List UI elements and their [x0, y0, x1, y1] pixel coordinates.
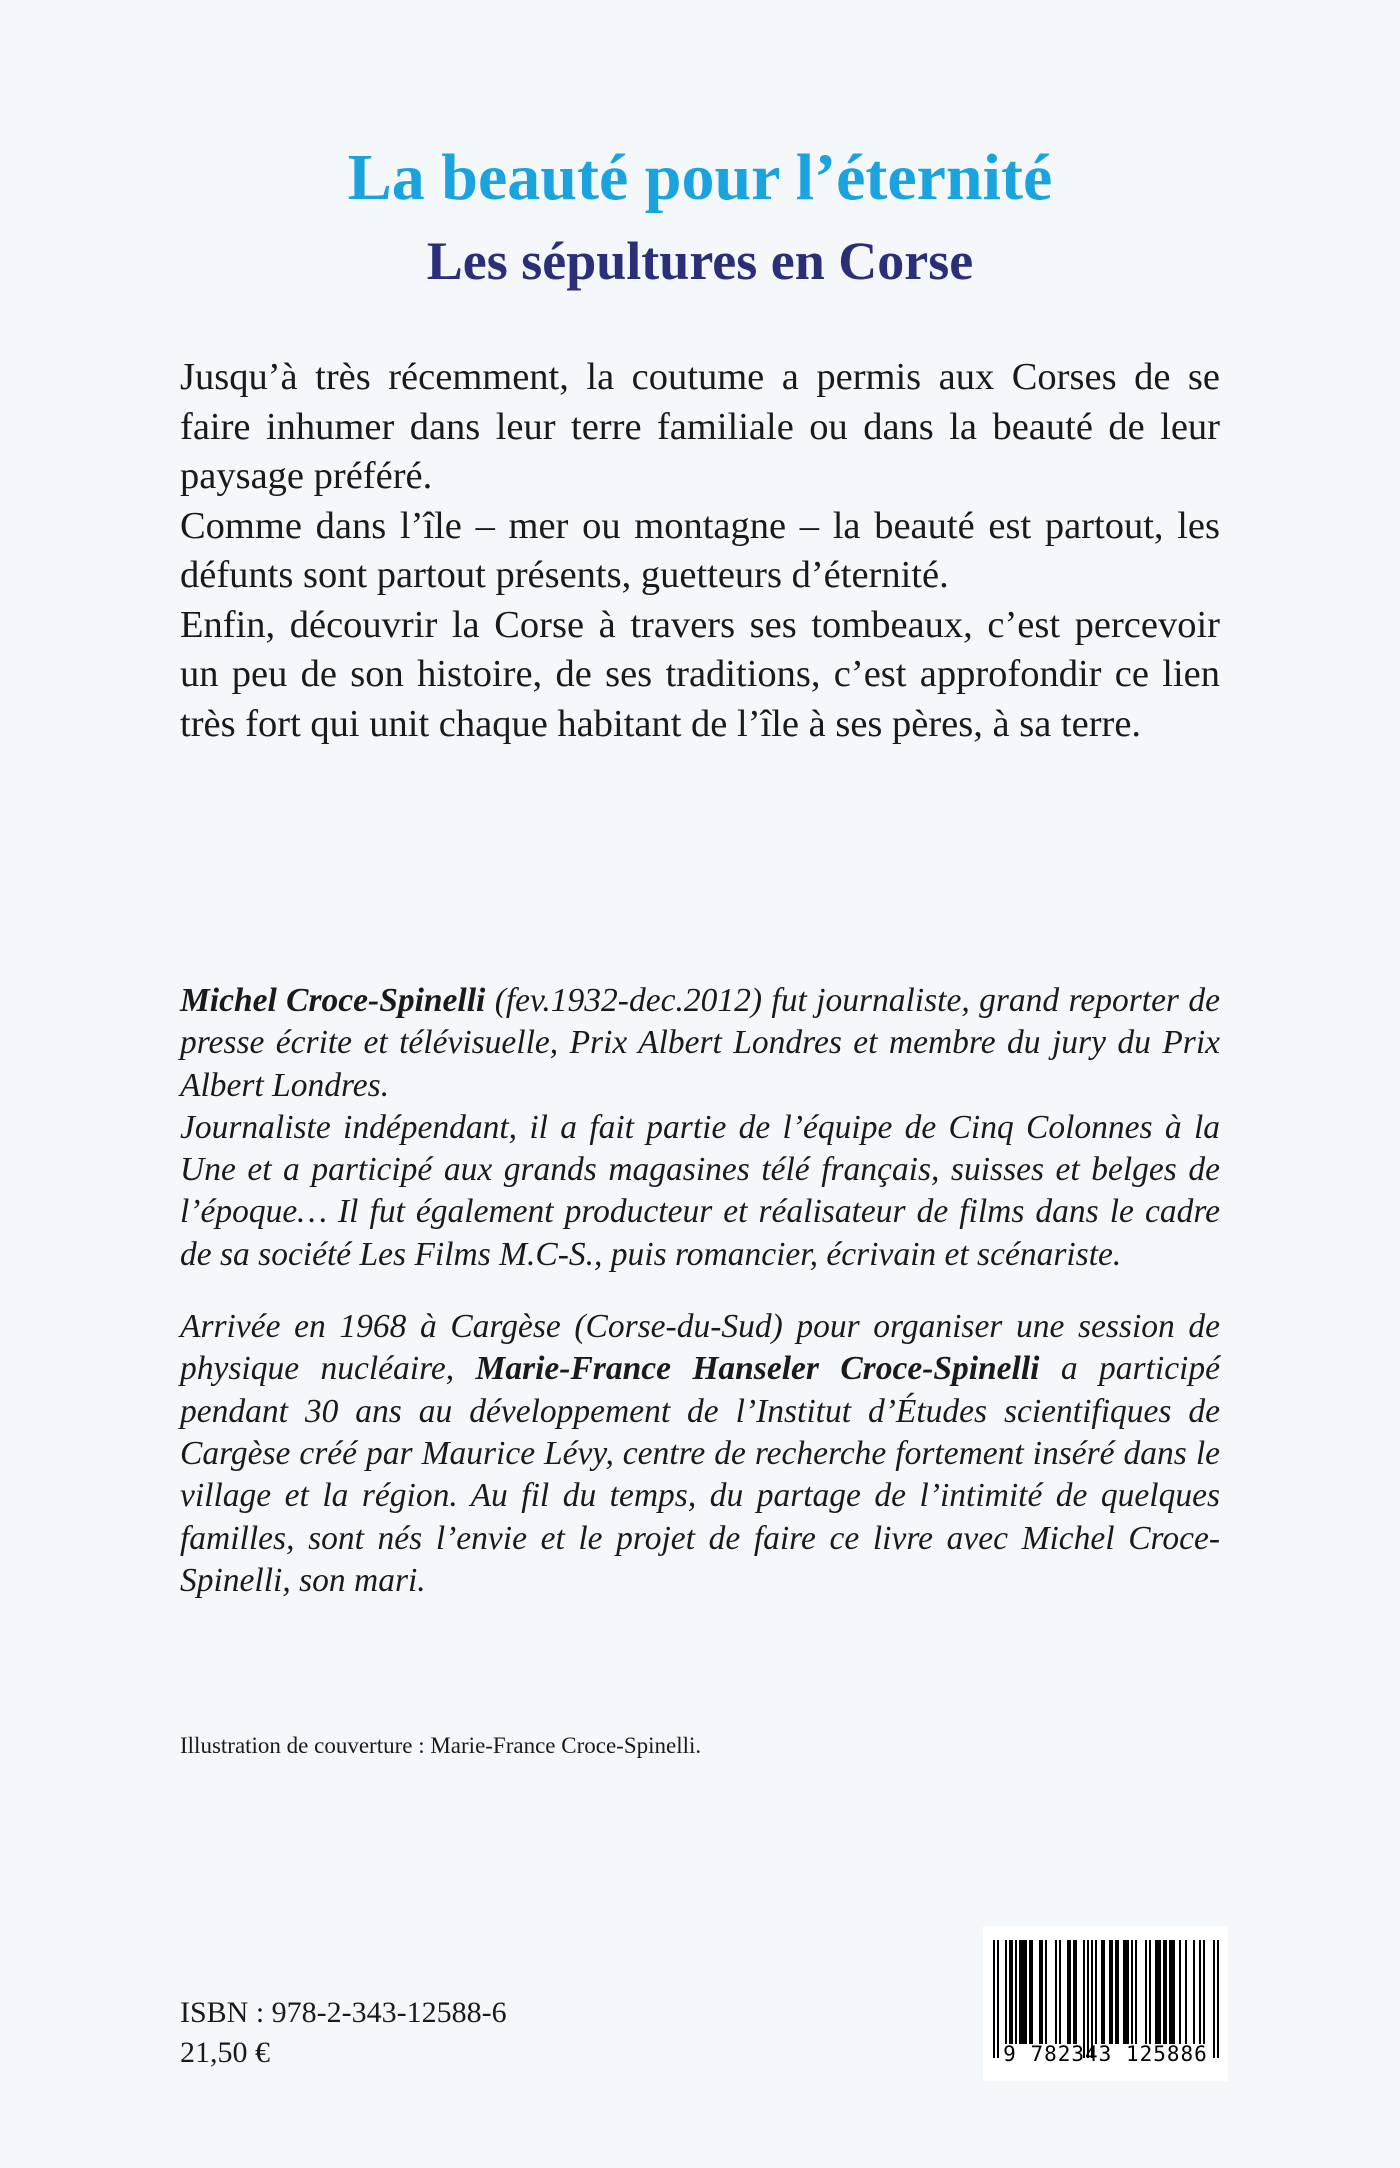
- barcode-bar: [1087, 1940, 1089, 2058]
- barcode-bar: [1055, 1940, 1057, 2044]
- barcode-bar: [1193, 1940, 1195, 2044]
- barcode-bar: [1005, 1940, 1007, 2044]
- barcode-bar: [1067, 1940, 1069, 2044]
- barcode-bar: [1031, 1940, 1033, 2044]
- barcode-bar: [1149, 1940, 1151, 2044]
- bio-text: (fev.1932-dec.2012) fut journaliste, grand reporter de presse écrite et télévisuelle, Prix Albert Londres et membre du jury du Prix Albert Londres.: [180, 982, 1220, 1104]
- barcode-bar: [1163, 1940, 1165, 2044]
- barcode-bar: [1217, 1940, 1219, 2058]
- blurb-paragraph: Comme dans l’île – mer ou montagne – la beauté est partout, les défunts sont partout présents, guetteurs d’éternité.: [180, 504, 1220, 596]
- barcode-bar: [1041, 1940, 1043, 2044]
- barcode-bar: [997, 1940, 999, 2058]
- book-title: La beauté pour l’éternité: [347, 141, 1053, 214]
- barcode-bar: [1075, 1940, 1077, 2044]
- barcode-bar: [1069, 1940, 1071, 2044]
- barcode-bar: [1023, 1940, 1025, 2044]
- barcode-bar: [1179, 1940, 1181, 2044]
- barcode-bar: [1115, 1940, 1117, 2044]
- barcode-bar: [1157, 1940, 1159, 2044]
- barcode-bar: [1021, 1940, 1023, 2044]
- barcode-bar: [1083, 1940, 1085, 2058]
- cover-illustration-credit: Illustration de couverture : Marie-France Croce-Spinelli.: [180, 1733, 702, 1758]
- barcode-bar: [1117, 1940, 1119, 2044]
- barcode-bar: [1127, 1940, 1129, 2044]
- author-name: Marie-France Hanseler Croce-Spinelli: [475, 1350, 1040, 1388]
- blurb-paragraph: Enfin, découvrir la Corse à travers ses tombeaux, c’est percevoir un peu de son histoire, de ses traditions, c’est approfondir ce lien très fort qui unit chaque habitant de l’île à ses pères, à sa terre.: [180, 603, 1220, 745]
- barcode-bar: [1111, 1940, 1113, 2044]
- bio-michel: [180, 980, 1220, 1107]
- barcode-bar: [1009, 1940, 1011, 2044]
- book-blurb: [180, 353, 1220, 749]
- barcode-bar: [1073, 1940, 1075, 2044]
- barcode-bar: [1203, 1940, 1205, 2044]
- barcode-digits: 9 782343 125886: [1003, 2042, 1208, 2066]
- barcode-bar: [1015, 1940, 1017, 2044]
- price: 21,50 €: [180, 2036, 270, 2069]
- barcode-bar: [1173, 1940, 1175, 2044]
- barcode-bar: [1185, 1940, 1187, 2044]
- bio-marie-france: [180, 1306, 1220, 1602]
- isbn-price-block: [180, 1993, 507, 2073]
- author-bios: [180, 980, 1220, 1602]
- barcode-bar: [1025, 1940, 1027, 2044]
- barcode-bar: [1103, 1940, 1105, 2044]
- barcode-bar: [1155, 1940, 1157, 2044]
- barcode-bar: [1199, 1940, 1201, 2044]
- barcode-bar: [1029, 1940, 1031, 2044]
- bio-text: a participé pendant 30 ans au développement de l’Institut d’Études scientifiques de Cargèse créé par Maurice Lévy, centre de recherche fortement inséré dans le village et la région. Au fil du temps, du partage de l’intimité de quelques familles, sont nés l’envie et le projet de faire ce livre avec Michel Croce-Spinelli, son mari.: [180, 1350, 1220, 1599]
- barcode-bar: [1045, 1940, 1047, 2044]
- barcode-bar: [1145, 1940, 1147, 2044]
- barcode-bar: [1101, 1940, 1103, 2044]
- bio-text: Arrivée en 1968 à Cargèse (Corse-du-Sud) pour organiser une session de physique nucléaire,: [180, 1308, 1220, 1388]
- barcode-bar: [1109, 1940, 1111, 2044]
- barcode-bar: [1135, 1940, 1137, 2044]
- barcode-bar: [1091, 1940, 1093, 2058]
- barcode-bar: [993, 1940, 995, 2058]
- barcode-bar: [1059, 1940, 1061, 2044]
- barcode-bar: [1213, 1940, 1215, 2058]
- book-subtitle: Les sépultures en Corse: [426, 231, 974, 291]
- bio-michel-continued: Journaliste indépendant, il a fait partie de l’équipe de Cinq Colonnes à la Une et a participé aux grands magasines télé français, suisses et belges de l’époque… Il fut également producteur et réalisateur de films dans le cadre de sa société Les Films M.C-S., puis romancier, écrivain et scénariste.: [180, 1108, 1220, 1273]
- barcode-bar: [1011, 1940, 1013, 2044]
- barcode-bar: [1131, 1940, 1133, 2044]
- barcode-bar: [1095, 1940, 1097, 2044]
- barcode-bar: [1125, 1940, 1127, 2044]
- barcode-bar: [1123, 1940, 1125, 2044]
- barcode-bar: [1171, 1940, 1173, 2044]
- barcode-bar: [1039, 1940, 1041, 2044]
- isbn-number: ISBN : 978-2-343-12588-6: [180, 1996, 507, 2029]
- barcode-bar: [1165, 1940, 1167, 2044]
- blurb-paragraph: Jusqu’à très récemment, la coutume a permis aux Corses de se faire inhumer dans leur terre familiale ou dans la beauté de leur paysage préféré.: [180, 356, 1220, 497]
- barcode-bar: [1169, 1940, 1171, 2044]
- author-name: Michel Croce-Spinelli: [180, 982, 486, 1019]
- barcode-bar: [1019, 1940, 1021, 2044]
- barcode-bar: [1159, 1940, 1161, 2044]
